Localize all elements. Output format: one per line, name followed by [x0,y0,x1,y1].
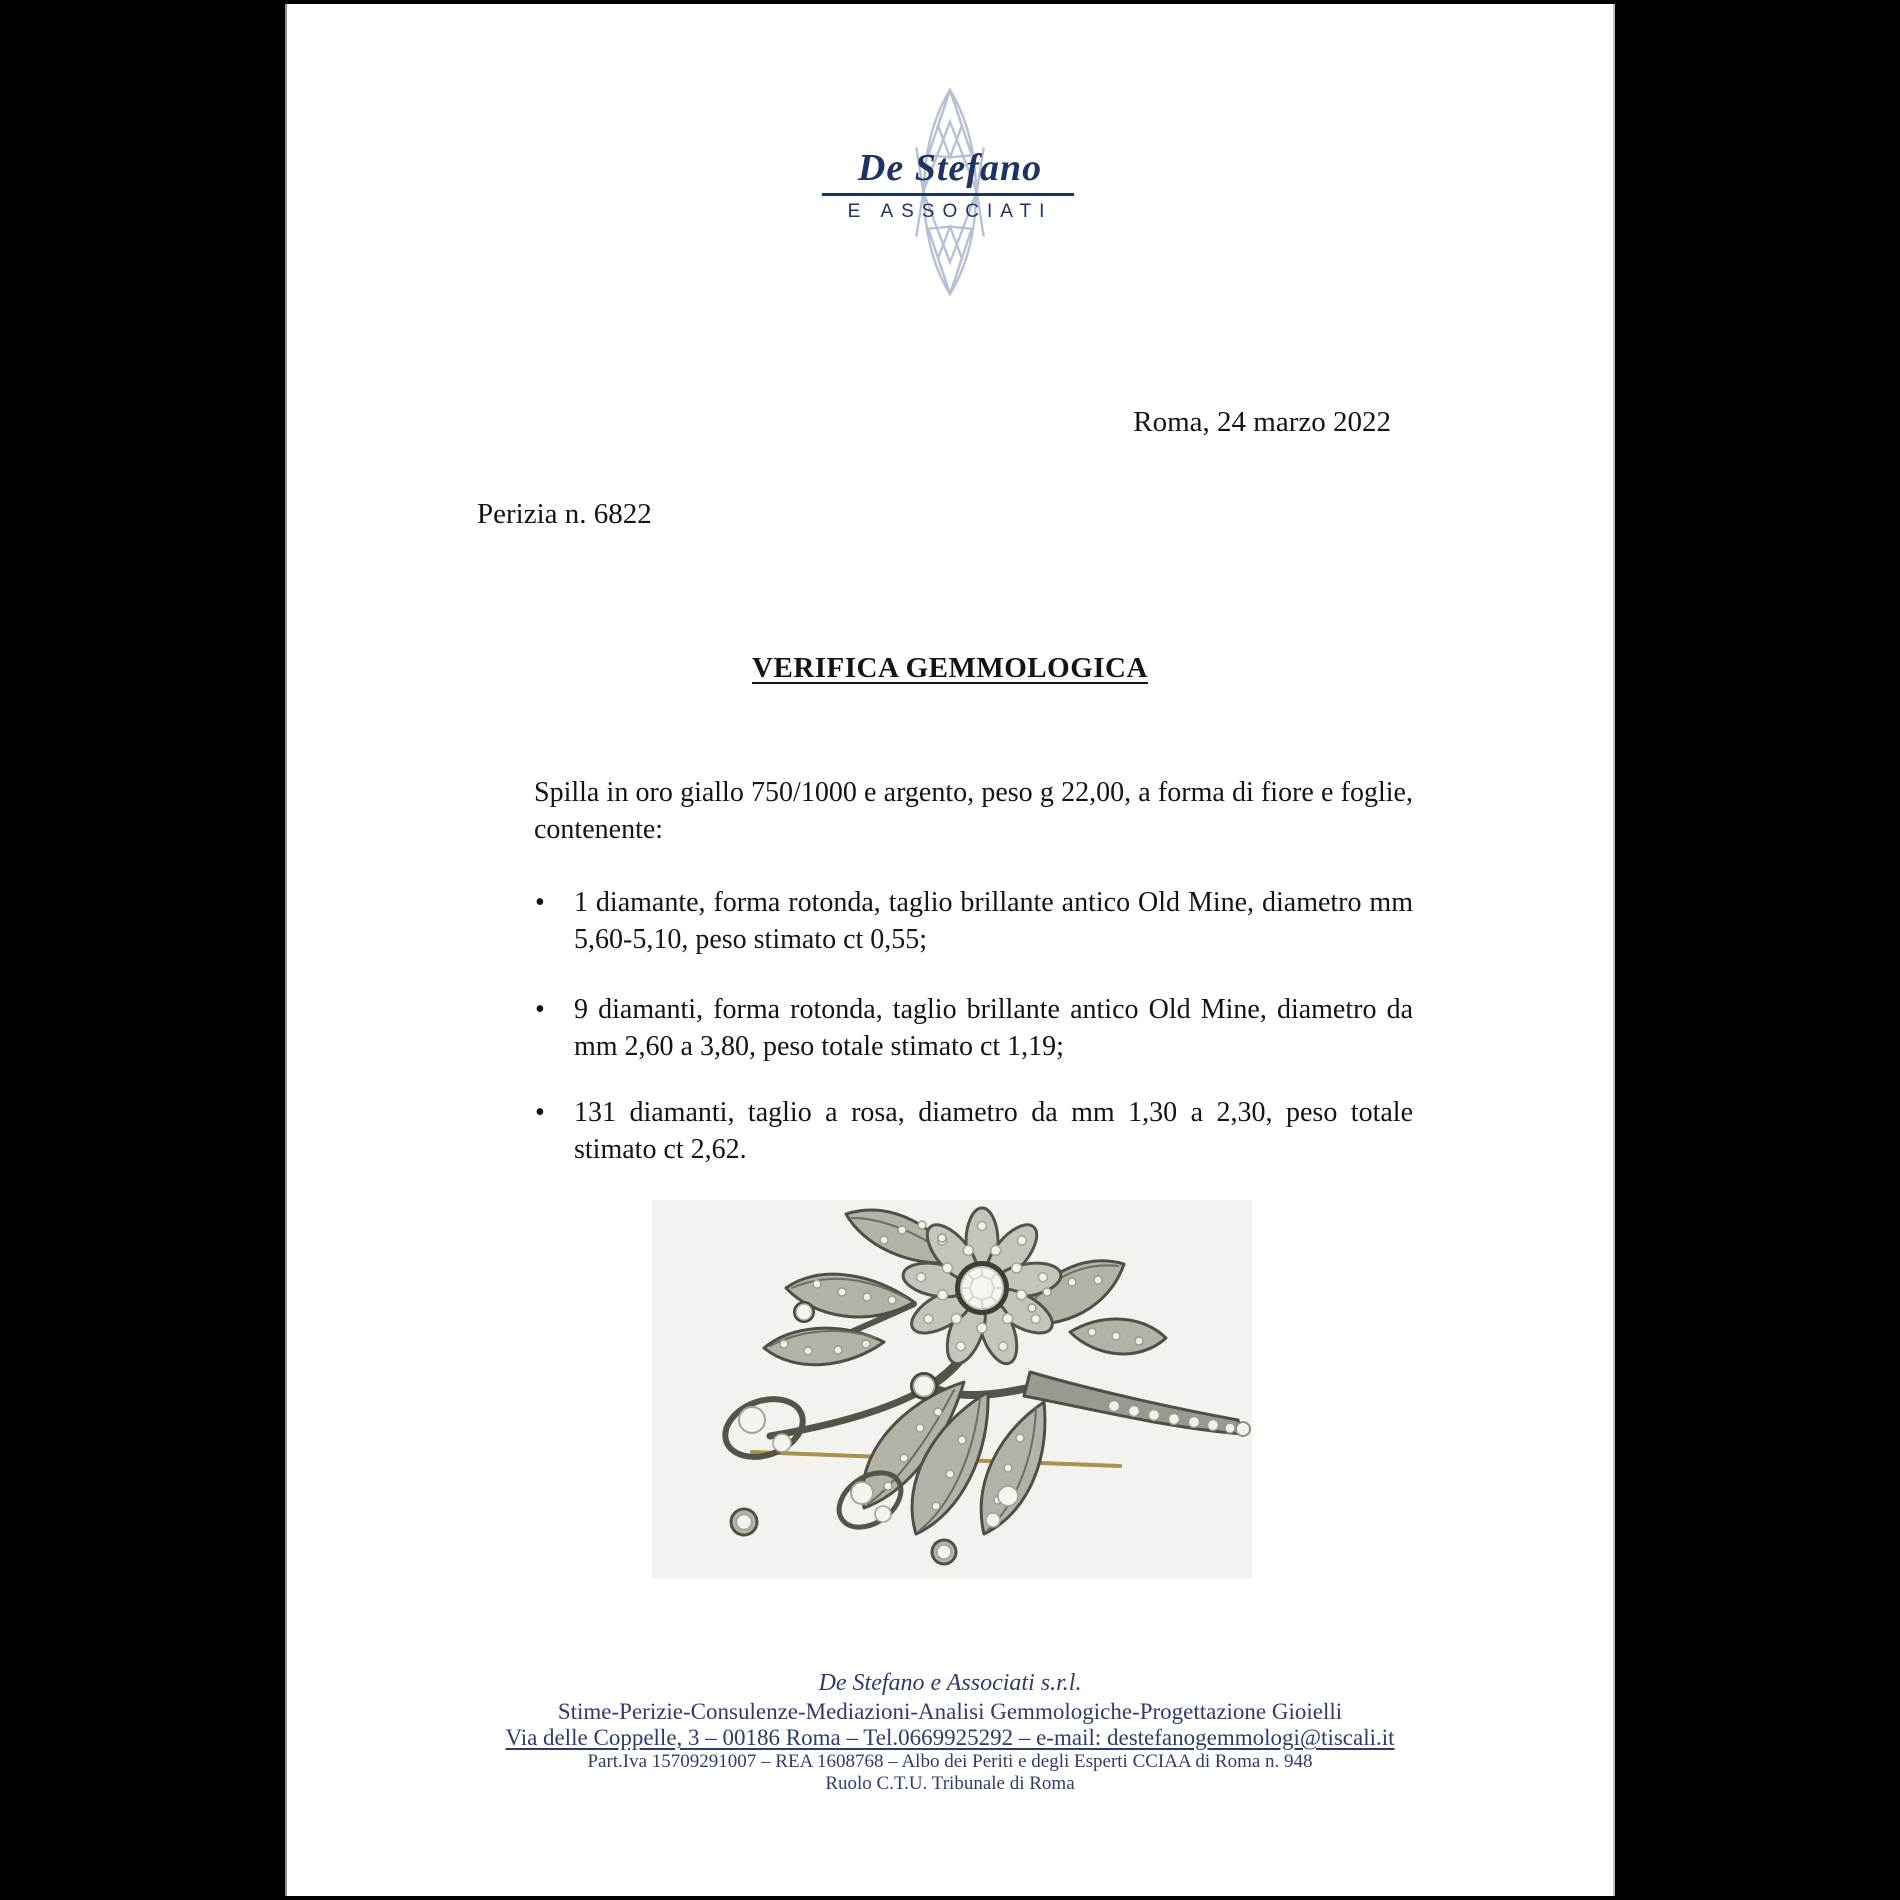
logo-wordmark: De Stefano [857,147,1043,189]
document-title: VERIFICA GEMMOLOGICA [752,652,1148,684]
marquise-diamond-logo-icon [898,88,1002,296]
footer-company: De Stefano e Associati s.r.l. [818,1670,1082,1696]
footer-services: Stime-Perizie-Consulenze-Mediazioni-Analisi Gemmologiche-Progettazione Gioielli [557,1699,1343,1724]
logo-rule [822,193,1074,196]
certificate-page [285,4,1615,1896]
brooch-photo [652,1200,1252,1578]
intro-paragraph: Spilla in oro giallo 750/1000 e argento, peso g 22,00, a forma di fiore e foglie, contenente: [534,777,1413,845]
bullet-text: 1 diamante, forma rotonda, taglio brillante antico Old Mine, diametro mm 5,60-5,10, peso stimato ct 0,55; [574,887,1413,955]
date-line: Roma, 24 marzo 2022 [1133,406,1391,438]
bullet-text: 131 diamanti, taglio a rosa, diametro da mm 1,30 a 2,30, peso totale stimato ct 2,62. [574,1097,1413,1165]
footer-court-role: Ruolo C.T.U. Tribunale di Roma [825,1773,1075,1794]
bullet-marker: • [535,887,545,918]
footer-address-email: Via delle Coppelle, 3 – 00186 Roma – Tel.0669925292 – e-mail: destefanogemmologi@tiscali.it [505,1725,1395,1750]
bullet-marker: • [535,1097,545,1128]
letterhead-footer [287,1668,1613,1795]
footer-registration: Part.Iva 15709291007 – REA 1608768 – Albo dei Periti e degli Esperti CCIAA di Roma n. 948 [587,1751,1313,1772]
logo-subtitle: E ASSOCIATI [847,201,1053,222]
report-number: Perizia n. 6822 [477,498,652,530]
bullet-text: 9 diamanti, forma rotonda, taglio brillante antico Old Mine, diametro da mm 2,60 a 3,80, peso totale stimato ct 1,19; [574,994,1413,1062]
bullet-marker: • [535,994,545,1025]
